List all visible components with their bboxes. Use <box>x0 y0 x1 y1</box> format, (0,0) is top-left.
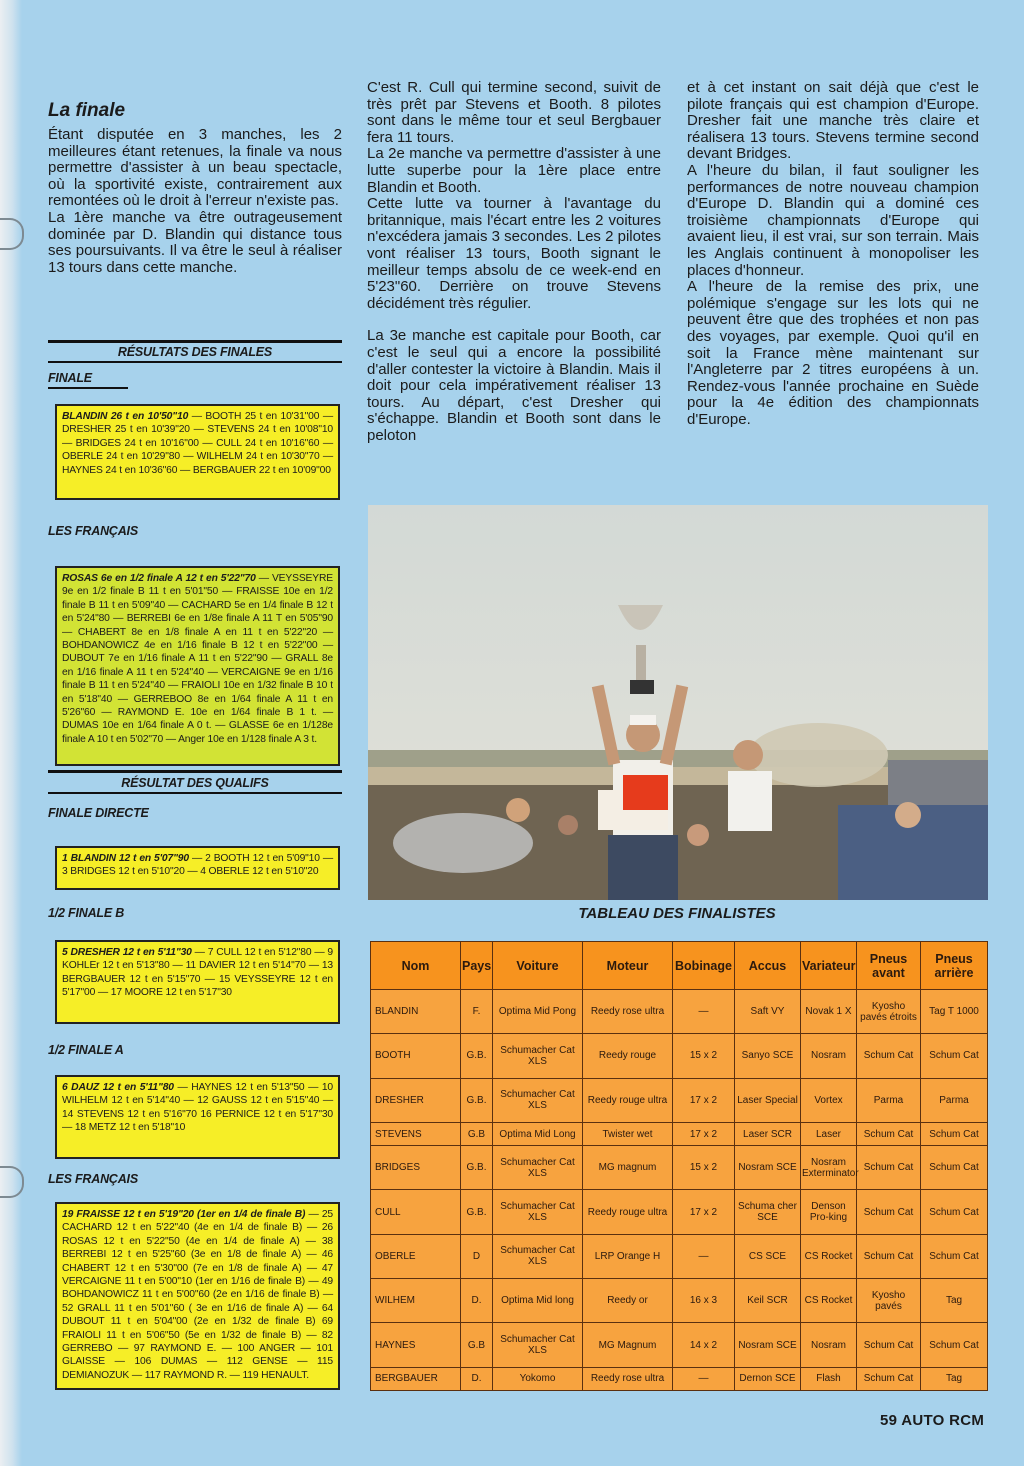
paragraph: A l'heure du bilan, il faut souligner les performances de notre nouveau champion d'Europe D. Blandin qui a dominé ces troisième championnats d'Europe qui avaient lieu, il est vrai, sur son terrain. Mais les Anglais continuent à monopoliser les places d'honneur. <box>687 161 979 279</box>
results-text: — VEYSSEYRE 9e en 1/2 finale B 11 t en 5'01"50 — FRAISSE 10e en 1/2 finale B 11 t en 5'09"40 — CACHARD 5e en 1/4 finale B 12 t en 5'24"80 — BERREBI 6e en 1/8e finale A 11 T en 5'05"90 — CHABERT 8e en 1/8 finale A en 11 t en 5'22"20 — BOHDANOWICZ 4e en 1/16 finale B 12 t en 5'22"00 — DUBOUT 7e en 1/16 finale A 11 t en 5'22"90 — GRALL 8e en 1/16 finale A 11 t en 5'24"40 — VERCAIGNE 9e en 1/16 finale B 11 t en 5'24"40 — FRAIOLI 10e en 1/32 finale B 10 t en 5'18"40 — GERREBOO 8e en 1/64 finale A 11 t en 5'26"60 — RAYMOND E. 10e en 1/64 finale B 1 t. — DUMAS 10e en 1/64 finale A 0 t. — GLASSE 6e en 1/128e finale A 10 t en 5'02"70 — Anger 10e en 1/128 finale A 3 t. <box>62 573 333 745</box>
table-cell: Optima Mid Pong <box>493 990 583 1034</box>
table-cell: Nosram Exterminator <box>801 1146 857 1190</box>
leader-entry: 19 FRAISSE 12 t en 5'19"20 (1er en 1/4 de finale B) <box>62 1209 306 1220</box>
directe-label: FINALE DIRECTE <box>48 806 149 820</box>
column-header: Pneus arrière <box>921 942 988 990</box>
column-header: Variateur <box>801 942 857 990</box>
table-cell: Schum Cat <box>857 1234 921 1278</box>
table-cell: Tag <box>921 1279 988 1323</box>
column-header: Pays <box>461 942 493 990</box>
table-row <box>371 1367 988 1390</box>
article-column-2 <box>367 80 661 444</box>
finale-results-box <box>55 404 340 500</box>
table-cell: STEVENS <box>371 1122 461 1145</box>
table-cell: D <box>461 1234 493 1278</box>
table-cell: Schum Cat <box>857 1146 921 1190</box>
table-cell: Nosram <box>801 1034 857 1078</box>
table-cell: — <box>673 1367 735 1390</box>
leader-entry: BLANDIN 26 t en 10'50"10 <box>62 411 189 422</box>
page-number: 59 <box>880 1412 898 1429</box>
table-cell: Denson Pro-king <box>801 1190 857 1234</box>
table-cell: Schumacher Cat XLS <box>493 1323 583 1367</box>
table-cell: WILHEM <box>371 1279 461 1323</box>
finale-label: FINALE <box>48 371 128 389</box>
leader-entry: 5 DRESHER 12 t en 5'11"30 <box>62 947 192 958</box>
francais-results-box <box>55 566 340 766</box>
table-cell: 17 x 2 <box>673 1078 735 1122</box>
table-cell: G.B. <box>461 1034 493 1078</box>
francais-label: LES FRANÇAIS <box>48 524 138 538</box>
table-cell: Tag <box>921 1367 988 1390</box>
table-cell: BRIDGES <box>371 1146 461 1190</box>
results-text: — 7 CULL 12 t en 5'12"80 — 9 KOHLEr 12 t en 5'13"80 — 11 DAVIER 12 t en 5'14"70 — 13 BERGBAUER 12 t en 5'15"70 — 15 VEYSSEYRE 12 t en 5'17"00 — 17 MOORE 12 t en 5'17"30 <box>62 947 333 999</box>
table-row <box>371 1078 988 1122</box>
results-text: — 25 CACHARD 12 t en 5'22"40 (4e en 1/4 de finale B) — 26 ROSAS 12 t en 5'22"50 (4e en 1/4 de finale A) — 38 BERREBI 12 t en 5'25"60 (3e en 1/8 de finale A) — 46 CHABERT 12 t en 5'30"00 (7e en 1/8 de finale A) — 47 VERCAIGNE 11 t en 5'00"10 (1er en 1/16 de finale B) — 49 BOHDANOWICZ 11 t en 5'00"60 (2e en 1/16 de finale B) — 52 GRALL 11 t en 5'01"60 ( 3e en 1/16 de finale A) — 64 DUBOUT 11 t en 5'04"00 (2e en 1/32 de finale B) 69 FRAIOLI 11 t en 5'06"50 (5e en 1/32 de finale B) — 82 GERREBO — 97 RAYMOND E. — 100 ANGER — 101 GLAISSE — 106 DUMAS — 112 GENSE — 115 DEMIANOZUK — 117 RAYMOND R. — 119 HENAULT. <box>62 1209 333 1381</box>
table-cell: Reedy rose ultra <box>583 1367 673 1390</box>
table-cell: Nosram <box>801 1323 857 1367</box>
table-row <box>371 1146 988 1190</box>
table-cell: Kyosho pavés <box>857 1279 921 1323</box>
section-rule <box>48 340 342 343</box>
paragraph: La 3e manche est capitale pour Booth, car c'est le seul qui a encore la possibilité d'aller contester la victoire à Blandin. Mais il doit pour cela impérativement réaliser 13 tours. Au départ, c'est Dresher qui s'échappe. Blandin et Booth sont dans le peloton <box>367 327 661 444</box>
table-row <box>371 1034 988 1078</box>
table-cell: G.B <box>461 1122 493 1145</box>
table-cell: Reedy rose ultra <box>583 990 673 1034</box>
table-cell: Vortex <box>801 1078 857 1122</box>
leader-entry: 1 BLANDIN 12 t en 5'07"90 <box>62 853 189 864</box>
table-cell: Schum Cat <box>857 1323 921 1367</box>
table-cell: D. <box>461 1279 493 1323</box>
table-cell: MG Magnum <box>583 1323 673 1367</box>
table-header-row <box>371 942 988 990</box>
table-cell: Schum Cat <box>857 1122 921 1145</box>
article-column-3 <box>687 80 979 428</box>
paragraph: La 1ère manche va être outrageusement dominée par D. Blandin qui distance tous ses poursuivants. Il va être le seul à réaliser 13 tours dans cette manche. <box>48 208 342 276</box>
binder-ring <box>0 218 24 250</box>
results-text: — HAYNES 12 t en 5'13"50 — 10 WILHELM 12 t en 5'14"40 — 12 GAUSS 12 t en 5'15"40 — 14 STEVENS 12 t en 5'16"70 16 PERNICE 12 t en 5'17"30 — 18 METZ 12 t en 5'18"10 <box>62 1082 333 1134</box>
table-cell: Flash <box>801 1367 857 1390</box>
table-cell: Parma <box>857 1078 921 1122</box>
table-cell: 15 x 2 <box>673 1034 735 1078</box>
table-cell: Saft VY <box>735 990 801 1034</box>
table-cell: CULL <box>371 1190 461 1234</box>
table-cell: DRESHER <box>371 1078 461 1122</box>
table-cell: Schumacher Cat XLS <box>493 1034 583 1078</box>
table-cell: LRP Orange H <box>583 1234 673 1278</box>
table-cell: Reedy rouge <box>583 1034 673 1078</box>
table-row <box>371 990 988 1034</box>
column-header: Bobinage <box>673 942 735 990</box>
table-row <box>371 1279 988 1323</box>
table-cell: HAYNES <box>371 1323 461 1367</box>
table-cell: Schum Cat <box>921 1190 988 1234</box>
article-heading: La finale <box>48 100 126 121</box>
table-cell: Sanyo SCE <box>735 1034 801 1078</box>
table-cell: Schum Cat <box>857 1190 921 1234</box>
column-header: Voiture <box>493 942 583 990</box>
francais-label: LES FRANÇAIS <box>48 1172 138 1186</box>
results-text: — 2 BOOTH 12 t en 5'09"10 — 3 BRIDGES 12 t en 5'10"20 — 4 OBERLE 12 t en 5'10"20 <box>62 853 333 878</box>
article-column-1 <box>48 127 342 276</box>
table-cell: Laser Special <box>735 1078 801 1122</box>
table-cell: OBERLE <box>371 1234 461 1278</box>
table-cell: Nosram SCE <box>735 1323 801 1367</box>
table-cell: F. <box>461 990 493 1034</box>
table-cell: 16 x 3 <box>673 1279 735 1323</box>
table-cell: 17 x 2 <box>673 1190 735 1234</box>
table-cell: Twister wet <box>583 1122 673 1145</box>
column-header: Moteur <box>583 942 673 990</box>
table-cell: 14 x 2 <box>673 1323 735 1367</box>
paragraph: La 2e manche va permettre d'assister à une lutte superbe pour la 1ère place entre Blandin et Booth. <box>367 145 661 196</box>
qualifs-title: RÉSULTAT DES QUALIFS <box>48 776 342 794</box>
column-header: Nom <box>371 942 461 990</box>
page-footer <box>880 1412 984 1429</box>
paragraph: C'est R. Cull qui termine second, suivit de très prêt par Stevens et Booth. 8 pilotes sont dans le même tour et seul Bergbauer fera 11 tours. <box>367 79 661 146</box>
table-cell: Schumacher Cat XLS <box>493 1078 583 1122</box>
table-cell: Schumacher Cat XLS <box>493 1190 583 1234</box>
leader-entry: ROSAS 6e en 1/2 finale A 12 t en 5'22"70 <box>62 573 256 584</box>
table-cell: Novak 1 X <box>801 990 857 1034</box>
paragraph: A l'heure de la remise des prix, une polémique s'engage sur les lots qui ne peuvent être que des trophées et non pas des voyages, par exemple. Quoi qu'il en soit la France mène maintenant sur l'Angleterre par 2 titres européens à un. Rendez-vous l'année prochaine en Suède pour la 4e édition des championnats d'Europe. <box>687 278 979 428</box>
table-cell: Optima Mid long <box>493 1279 583 1323</box>
table-row <box>371 1323 988 1367</box>
table-cell: Laser <box>801 1122 857 1145</box>
table-cell: Tag T 1000 <box>921 990 988 1034</box>
demi-b-label: 1/2 FINALE B <box>48 906 125 920</box>
table-cell: Reedy or <box>583 1279 673 1323</box>
table-cell: Yokomo <box>493 1367 583 1390</box>
table-title: TABLEAU DES FINALISTES <box>578 905 776 922</box>
leader-entry: 6 DAUZ 12 t en 5'11"80 <box>62 1082 174 1093</box>
table-cell: MG magnum <box>583 1146 673 1190</box>
table-cell: Schumacher Cat XLS <box>493 1234 583 1278</box>
table-cell: BLANDIN <box>371 990 461 1034</box>
table-cell: Parma <box>921 1078 988 1122</box>
table-cell: G.B. <box>461 1190 493 1234</box>
paragraph: et à cet instant on sait déjà que c'est le pilote français qui est champion d'Europe. Dresher fait une manche très claire et réalisera 13 tours. Stevens termine second devant Bridges. <box>687 79 979 163</box>
table-cell: Kyosho pavés étroits <box>857 990 921 1034</box>
table-cell: Dernon SCE <box>735 1367 801 1390</box>
table-cell: Reedy rouge ultra <box>583 1078 673 1122</box>
paragraph: Étant disputée en 3 manches, les 2 meilleures étant retenues, la finale va nous permettre d'assister à un beau spectacle, où la sportivité existe, contrairement aux remontées où le droit à l'erreur n'existe pas. <box>48 126 342 210</box>
table-cell: BOOTH <box>371 1034 461 1078</box>
table-cell: CS Rocket <box>801 1234 857 1278</box>
binder-ring <box>0 1166 24 1198</box>
table-cell: Schum Cat <box>921 1034 988 1078</box>
table-cell: Laser SCR <box>735 1122 801 1145</box>
table-cell: G.B. <box>461 1078 493 1122</box>
table-cell: Optima Mid Long <box>493 1122 583 1145</box>
table-row <box>371 1122 988 1145</box>
table-cell: Schum Cat <box>921 1234 988 1278</box>
table-cell: CS SCE <box>735 1234 801 1278</box>
table-cell: — <box>673 1234 735 1278</box>
table-cell: BERGBAUER <box>371 1367 461 1390</box>
demi-a-results-box <box>55 1075 340 1159</box>
table-cell: Schum Cat <box>921 1122 988 1145</box>
table-cell: Schumacher Cat XLS <box>493 1146 583 1190</box>
directe-results-box <box>55 846 340 890</box>
table-cell: — <box>673 990 735 1034</box>
table-cell: Schum Cat <box>921 1146 988 1190</box>
section-rule <box>48 770 342 773</box>
table-cell: Schum Cat <box>857 1367 921 1390</box>
demi-a-label: 1/2 FINALE A <box>48 1043 124 1057</box>
magazine-name: AUTO RCM <box>901 1412 985 1429</box>
finalists-table <box>370 941 988 1391</box>
table-cell: Reedy rouge ultra <box>583 1190 673 1234</box>
table-cell: Schuma cher SCE <box>735 1190 801 1234</box>
paragraph: Cette lutte va tourner à l'avantage du britannique, mais l'écart entre les 2 voitures n'excédera jamais 3 secondes. Les 2 pilotes vont réaliser 13 tours, Booth signant le meilleur temps absolu de ce week-end en 5'23"60. Derrière on trouve Stevens décidément très régulier. <box>367 195 661 312</box>
table-row <box>371 1234 988 1278</box>
table-cell: CS Rocket <box>801 1279 857 1323</box>
podium-photo <box>368 505 988 900</box>
francais-qualifs-box <box>55 1202 340 1390</box>
table-cell: 17 x 2 <box>673 1122 735 1145</box>
table-cell: D. <box>461 1367 493 1390</box>
table-row <box>371 1190 988 1234</box>
table-cell: Keil SCR <box>735 1279 801 1323</box>
column-header: Accus <box>735 942 801 990</box>
demi-b-results-box <box>55 940 340 1024</box>
table-cell: Schum Cat <box>857 1034 921 1078</box>
table-cell: 15 x 2 <box>673 1146 735 1190</box>
table-cell: G.B <box>461 1323 493 1367</box>
table-cell: G.B. <box>461 1146 493 1190</box>
results-title: RÉSULTATS DES FINALES <box>48 345 342 363</box>
podium-photo-illustration <box>368 505 988 900</box>
results-text: — BOOTH 25 t en 10'31"00 — DRESHER 25 t en 10'39"20 — STEVENS 24 t en 10'08"10 — BRIDGES 24 t en 10'16"00 — CULL 24 t en 10'16"60 — OBERLE 24 t en 10'29"80 — WILHELM 24 t en 10'30"70 — HAYNES 24 t en 10'36"60 — BERGBAUER 22 t en 10'09"00 <box>62 411 334 476</box>
table-cell: Schum Cat <box>921 1323 988 1367</box>
column-header: Pneus avant <box>857 942 921 990</box>
table-cell: Nosram SCE <box>735 1146 801 1190</box>
